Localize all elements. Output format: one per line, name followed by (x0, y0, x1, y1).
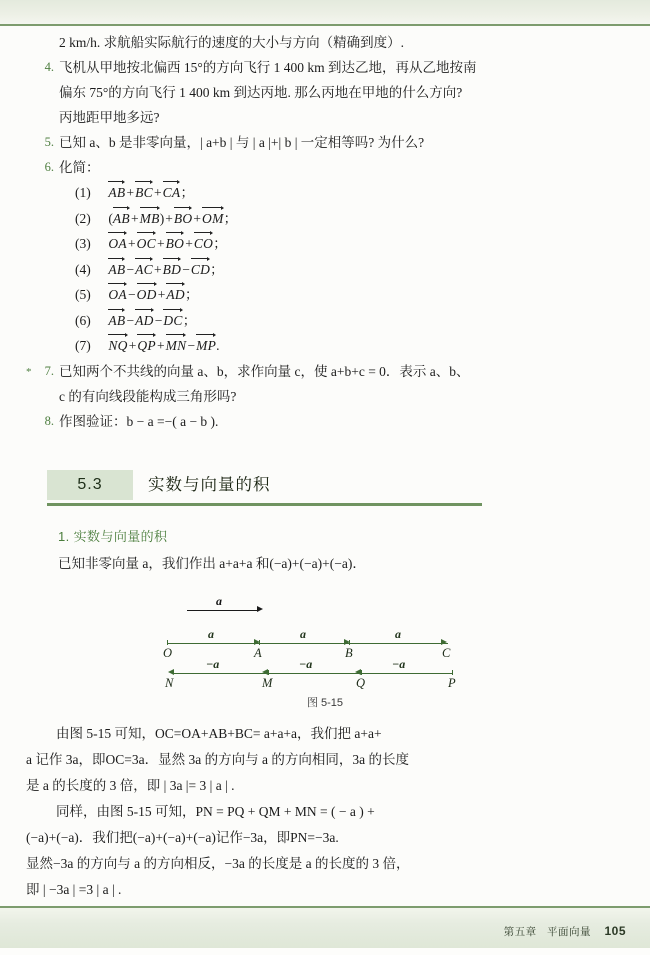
top-row-line (167, 643, 448, 644)
sub-item: (4) AB−AC+BD−CD； (59, 257, 650, 283)
vector-BD: BD (163, 257, 182, 283)
section-heading (0, 470, 650, 512)
body-line: 即 | −3a | =3 | a | . (26, 881, 122, 897)
punct: ； (180, 185, 194, 200)
vector-OD: OD (137, 282, 157, 308)
bottom-segment-label-1: −a (206, 656, 220, 671)
vector-OA: OA (108, 231, 127, 257)
point-label-N: N (165, 675, 174, 690)
bottom-tick-P (452, 670, 453, 675)
sub-index-label: (3) (75, 236, 91, 251)
paren-close: ) (159, 210, 165, 226)
section-intro-text: 已知非零向量 a，我们作出 a+a+a 和(−a)+(−a)+(−a)． (58, 555, 366, 571)
vector-MN: MN (166, 333, 187, 359)
vector-MP: MP (196, 333, 216, 359)
section-underline (47, 503, 482, 506)
exercise-line: 已知两个不共线的向量 a、b，求作向量 c，使 a+b+c = 0．表示 a、b、 (59, 363, 470, 379)
exercise-text (59, 55, 650, 130)
exercise-number: * 7. (28, 359, 54, 384)
top-segment-label-3: a (395, 626, 401, 641)
vector-OC: OC (137, 231, 156, 257)
sub-item: (5) OA−OD+AD； (59, 282, 650, 308)
footer-section: 平面向量 (547, 926, 592, 938)
point-label-P: P (448, 675, 456, 690)
exercise-item-7 (0, 359, 650, 409)
paren-open: ( (108, 210, 113, 226)
reference-vector-arrowhead (257, 606, 263, 612)
punct: ； (184, 287, 199, 302)
exercise-item-5 (0, 130, 650, 155)
point-label-Q: Q (356, 675, 366, 690)
exercise-line: 已知 a、b 是非零向量，| a+b | 与 | a |+| b | 一定相等吗? 为什么? (59, 135, 425, 150)
page-header-band (0, 0, 650, 24)
vector-CO: CO (194, 231, 213, 257)
point-label-M: M (262, 675, 273, 690)
vector-CA: CA (163, 180, 181, 206)
sub-index-label: (6) (75, 312, 91, 328)
bottom-tick-Q (361, 670, 362, 675)
exercise-list (0, 55, 650, 434)
punct: . (216, 338, 220, 353)
punct: ； (210, 261, 224, 277)
exercise-number: 5. (44, 135, 54, 149)
vector-AC: AC (135, 257, 153, 283)
page-number: 105 (604, 924, 626, 938)
exercise-number: 6. (44, 160, 54, 174)
reference-vector-label: a (216, 593, 222, 608)
vector-NQ: NQ (108, 333, 127, 359)
page-content (0, 26, 650, 955)
sub-index-label: (7) (75, 338, 91, 353)
bottom-arrowhead-1 (168, 669, 174, 675)
section-title: 实数与向量的积 (148, 475, 271, 494)
exercise-number: 8. (44, 413, 54, 428)
vector-QP: QP (137, 333, 156, 359)
exercise-line: 飞机从甲地按北偏西 15°的方向飞行 1 400 km 到达乙地，再从乙地按南 (59, 60, 477, 75)
punct: ； (182, 312, 197, 328)
figure-5-15 (0, 586, 650, 721)
punct: ； (223, 210, 238, 226)
vector-BO: BO (174, 206, 193, 232)
sub-index-label: (2) (75, 210, 91, 226)
top-arrowhead-3 (441, 639, 447, 645)
body-paragraph-1 (26, 721, 624, 799)
body-line: a 记作 3a，即OC=3a．显然 3a 的方向与 a 的方向相同，3a 的长度 (26, 751, 409, 767)
page-footer (504, 924, 626, 939)
top-tick-A (259, 640, 260, 645)
vector-AB: AB (108, 180, 125, 206)
exercise-item-8 (0, 409, 650, 434)
vector-OA: OA (108, 282, 127, 308)
top-segment-label-2: a (300, 626, 306, 641)
sub-index-label: (1) (75, 185, 91, 200)
exercise-item-4 (0, 55, 650, 130)
bottom-segment-label-2: −a (299, 656, 313, 671)
sub-index-label: (4) (75, 261, 91, 277)
exercise-line: c 的有向线段能构成三角形吗? (59, 388, 237, 404)
subsection-heading: 1. 实数与向量的积 (58, 528, 168, 544)
figure-caption: 图 5-15 (306, 696, 344, 709)
vector-AD: AD (166, 282, 185, 308)
punct: ； (213, 236, 227, 251)
sub-item: (2) (AB+MB)+BO+OM； (59, 206, 650, 232)
section-number: 5.3 (77, 475, 103, 493)
sub-item: (7) NQ+QP+MN−MP. (59, 333, 650, 359)
point-label-C: C (442, 645, 451, 660)
vector-BO: BO (166, 231, 185, 257)
top-tick-B (349, 640, 350, 645)
body-line: 同样，由图 5-15 可知，PN = PQ + QM + MN = ( − a ) + (56, 803, 375, 819)
body-paragraph-2 (26, 799, 624, 903)
vector-BC: BC (135, 180, 153, 206)
continued-exercise-line: 2 km/h. 求航船实际航行的速度的大小与方向（精确到度）. (59, 35, 405, 50)
body-line: 是 a 的长度的 3 倍，即 | 3a |= 3 | a | . (26, 777, 235, 793)
sub-item: (6) AB−AD−DC； (59, 308, 650, 334)
exercise-line: 作图验证：b − a =−( a − b ). (59, 413, 219, 429)
bottom-row-line (172, 673, 453, 674)
body-line: (−a)+(−a)．我们把(−a)+(−a)+(−a)记作−3a，即PN=−3a. (26, 829, 339, 845)
vector-MB: MB (140, 206, 160, 232)
footer-chapter: 第五章 (503, 926, 537, 938)
sub-index-label: (5) (75, 287, 91, 302)
bottom-segment-label-3: −a (392, 656, 406, 671)
top-segment-label-1: a (208, 626, 214, 641)
bottom-tick-M (268, 670, 269, 675)
body-line: 显然−3a 的方向与 a 的方向相反，−3a 的长度是 a 的长度的 3 倍， (26, 855, 410, 871)
point-label-O: O (163, 645, 173, 660)
point-label-A: A (254, 645, 262, 660)
vector-OM: OM (202, 206, 224, 232)
sub-item: (3) OA+OC+BO+CO； (59, 231, 650, 257)
exercise-6-sublist (59, 180, 650, 359)
sub-item: (1) AB+BC+CA； (59, 180, 650, 206)
exercise-text (59, 359, 650, 409)
exercise-line: 丙地距甲地多远? (59, 110, 160, 125)
point-label-B: B (345, 645, 353, 660)
exercise-text (59, 155, 650, 180)
exercise-number: 4. (44, 60, 54, 74)
vector-AB: AB (113, 206, 130, 232)
vector-AB: AB (108, 308, 125, 334)
body-line: 由图 5-15 可知，OC=OA+AB+BC= a+a+a，我们把 a+a+ (56, 725, 382, 741)
exercise-item-6 (0, 155, 650, 359)
vector-AD: AD (135, 308, 154, 334)
exercise-text (59, 409, 650, 434)
vector-CD: CD (191, 257, 210, 283)
reference-vector-line (187, 610, 259, 611)
exercise-line: 化简： (59, 160, 100, 175)
vector-DC: DC (163, 308, 182, 334)
top-tick-O (167, 640, 168, 645)
exercise-line: 偏东 75°的方向飞行 1 400 km 到达丙地. 那么丙地在甲地的什么方向? (59, 85, 463, 100)
exercise-text (59, 130, 650, 155)
vector-AB: AB (108, 257, 125, 283)
